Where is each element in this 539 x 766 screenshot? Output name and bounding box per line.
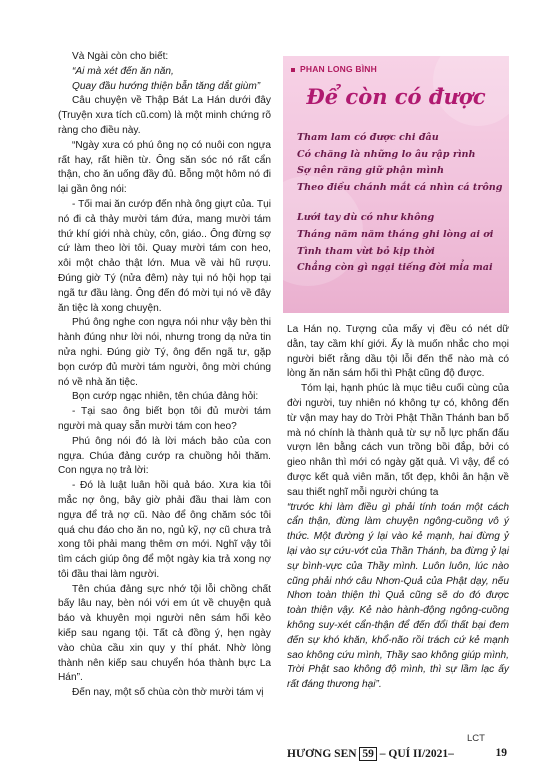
bullet-icon xyxy=(291,68,295,72)
poem-line: Tình tham vừt bỏ kịp thời xyxy=(297,245,435,257)
article-paragraph: “Ai mà xét đến ăn năn, xyxy=(72,65,174,77)
poem-title: Để còn có được xyxy=(306,84,486,109)
article-paragraph: Tên chúa đảng sực nhớ tội lỗi chồng chất bấy lâu nay, bèn nói với em út về chuyện quả báo và khuyên mọi người nên sám hối kẻo kiếp sau ngang tội. Tất cả đồng ý, hẹn ngày vào chùa cầu xin quy y thí phát. Nhờ lòng thành nên kiếp sau chuyển hóa thành bực La Hán”. xyxy=(58,583,271,684)
poem-line: Theo điều chánh mắt cá nhìn cá trông xyxy=(297,181,503,193)
right-article-column xyxy=(287,323,509,693)
magazine-name: HƯƠNG SEN xyxy=(287,748,357,760)
article-paragraph: Phú ông nói đó là lời mách bảo của con ngựa. Chúa đảng cướp ra chuồng hỏi thăm. Con ngựa nọ trả lời: xyxy=(58,435,271,477)
issue-number: 59 xyxy=(359,747,377,761)
author-signature: LCT xyxy=(467,733,485,744)
right-paragraphs xyxy=(287,323,509,501)
poem-box xyxy=(283,56,509,313)
article-paragraph: “Ngày xưa có phú ông nọ có nuôi con ngựa rất hay, rất hiền từ. Ông săn sóc nó rất cẩn thận, cho ăn uống đầy đủ. Bỗng một hôm nó đi lại gần ông nói: xyxy=(58,139,271,196)
article-paragraph: - Tại sao ông biết bọn tôi đủ mười tám người mà quay sẵn mười tám con heo? xyxy=(58,406,271,432)
page-footer xyxy=(287,747,509,765)
poem-line: Sợ nên răng giữ phận mình xyxy=(297,165,444,177)
poem-line: Chẳng còn gì ngại tiếng đời mỉa mai xyxy=(297,262,493,274)
poem-line: Tham lam có được chi đâu xyxy=(297,132,439,143)
stanza-gap xyxy=(297,196,503,210)
article-paragraph: Đến nay, một số chùa còn thờ mười tám vị xyxy=(72,687,264,699)
poem-line: Lưới tay dù có như không xyxy=(297,212,435,224)
poem-line: Tháng năm năm tháng ghi lòng ai ơi xyxy=(297,228,494,240)
article-paragraph: - Đó là luật luân hồi quả báo. Xưa kia tôi mắc nợ ông, bây giờ phải đầu thai làm con ngựa để trả nợ cũ. Nào để ông chăm sóc tôi quá chu đáo cho ăn no, ngủ kỹ, nợ cũ chưa trả xong tôi phải mang thêm ơn mới. Nghĩ vậy tôi tìm cách giúp ông để một ngày kia trả xong nợ tôi đầu thai làm người. xyxy=(58,480,271,580)
article-paragraph: Bọn cướp ngạc nhiên, tên chúa đảng hỏi: xyxy=(72,391,259,403)
article-paragraph: Và Ngài còn cho biết: xyxy=(72,51,169,62)
article-paragraph: Quay đầu hướng thiện bẫn tăng dắt giùm” xyxy=(72,80,261,92)
article-paragraph: Phú ông nghe con ngựa nói như vậy bèn thi hành đúng như lời nói, nhưng trong dạ nửa tin nửa nghi. Đúng giờ Tý, ông đến ngã tư, gặp bọn cướp đủ mười tám người, ông mời chúng nó về nhà ăn tiệc. xyxy=(58,317,271,388)
quote-paragraph: “trước khi làm điều gì phải tính toán một cách cẩn thận, đừng làm chuyện ngông-cuồng vô ý thức. Một đường ý lại vào kẻ mạnh, hai đừng ỷ lại vào sự cứu-vớt của Thần Thánh, ba đừng ỷ lại sự bình-vực của Thầy mình. Luôn luôn, lúc nào cũng phải nhớ câu Nhơn-Quả của Phật dạy, nếu Nhơn toàn thiện thì Quả cũng sẽ do đó được toàn thiện vậy. Kẻ nào hành-động ngông-cuồng không suy-xét cẩn-thận để đến đổi thất bại đem đến sự khó khăn, khổ-não rồi trách cứ kẻ mạnh sao không cứu mình, Thầy sao không giúp mình, Trời Phật sao không độ mình, thì sự lầm lạc ấy rất đáng thương hại”. xyxy=(287,501,509,691)
poem-body xyxy=(297,130,503,277)
left-article-column xyxy=(58,50,271,701)
article-paragraph: - Tối mai ăn cướp đến nhà ông giựt của. Tụi nó đi cả thảy mười tám đứa, mang mười tám thứ khí giới nhà chùy, côn, giáo.. Ông đừng sợ cứ làm theo lời tôi. Quay mười tám con heo, xôi một chảo thật lớn. Mua về vài hũ rượu. Đúng giờ Tý (nửa đêm) này tụi nó hội họp tại ngã tư đầu làng. Ông đến đó mời tụi nó về đây ăn tiệc là xong chuyện. xyxy=(58,198,271,314)
issue-quarter: – QUÍ II/2021– xyxy=(379,748,454,760)
page-number: 19 xyxy=(495,747,507,759)
poem-line: Có chăng là những lo âu rập rình xyxy=(297,148,476,160)
article-paragraph: Câu chuyện về Thập Bát La Hán dưới đây (Truyện xưa tích cũ.com) là một minh chứng rõ ràng cho điều này. xyxy=(58,95,271,136)
poem-author: PHAN LONG BÌNH xyxy=(291,64,377,74)
article-paragraph: Tóm lại, hạnh phúc là mục tiêu cuối cùng của đời người, tuy nhiên nó không tự có, không đến từ vận may hay do Trời Phật Thần Thánh ban bố mà nó chính là thành quả từ sự nỗ lực phấn đấu vượn lên bằng cách vun trồng bồi đắp, bởi có gieo nhân thì mới có ngày gặt quả. Vì vậy, để có được kết quả viên mãn, tốt đẹp, khôi ân hận về sau thiết nghĩ mỗi người chúng ta xyxy=(287,383,509,498)
article-paragraph: La Hán nọ. Tượng của mấy vị đều có nét dữ dằn, tay cầm khí giới. Ấy là muốn nhắc cho mọi người biết rằng dầu tội lỗi đến thế nào mà có lòng ăn năn sám hối thì Phật cũng độ được. xyxy=(287,324,509,380)
